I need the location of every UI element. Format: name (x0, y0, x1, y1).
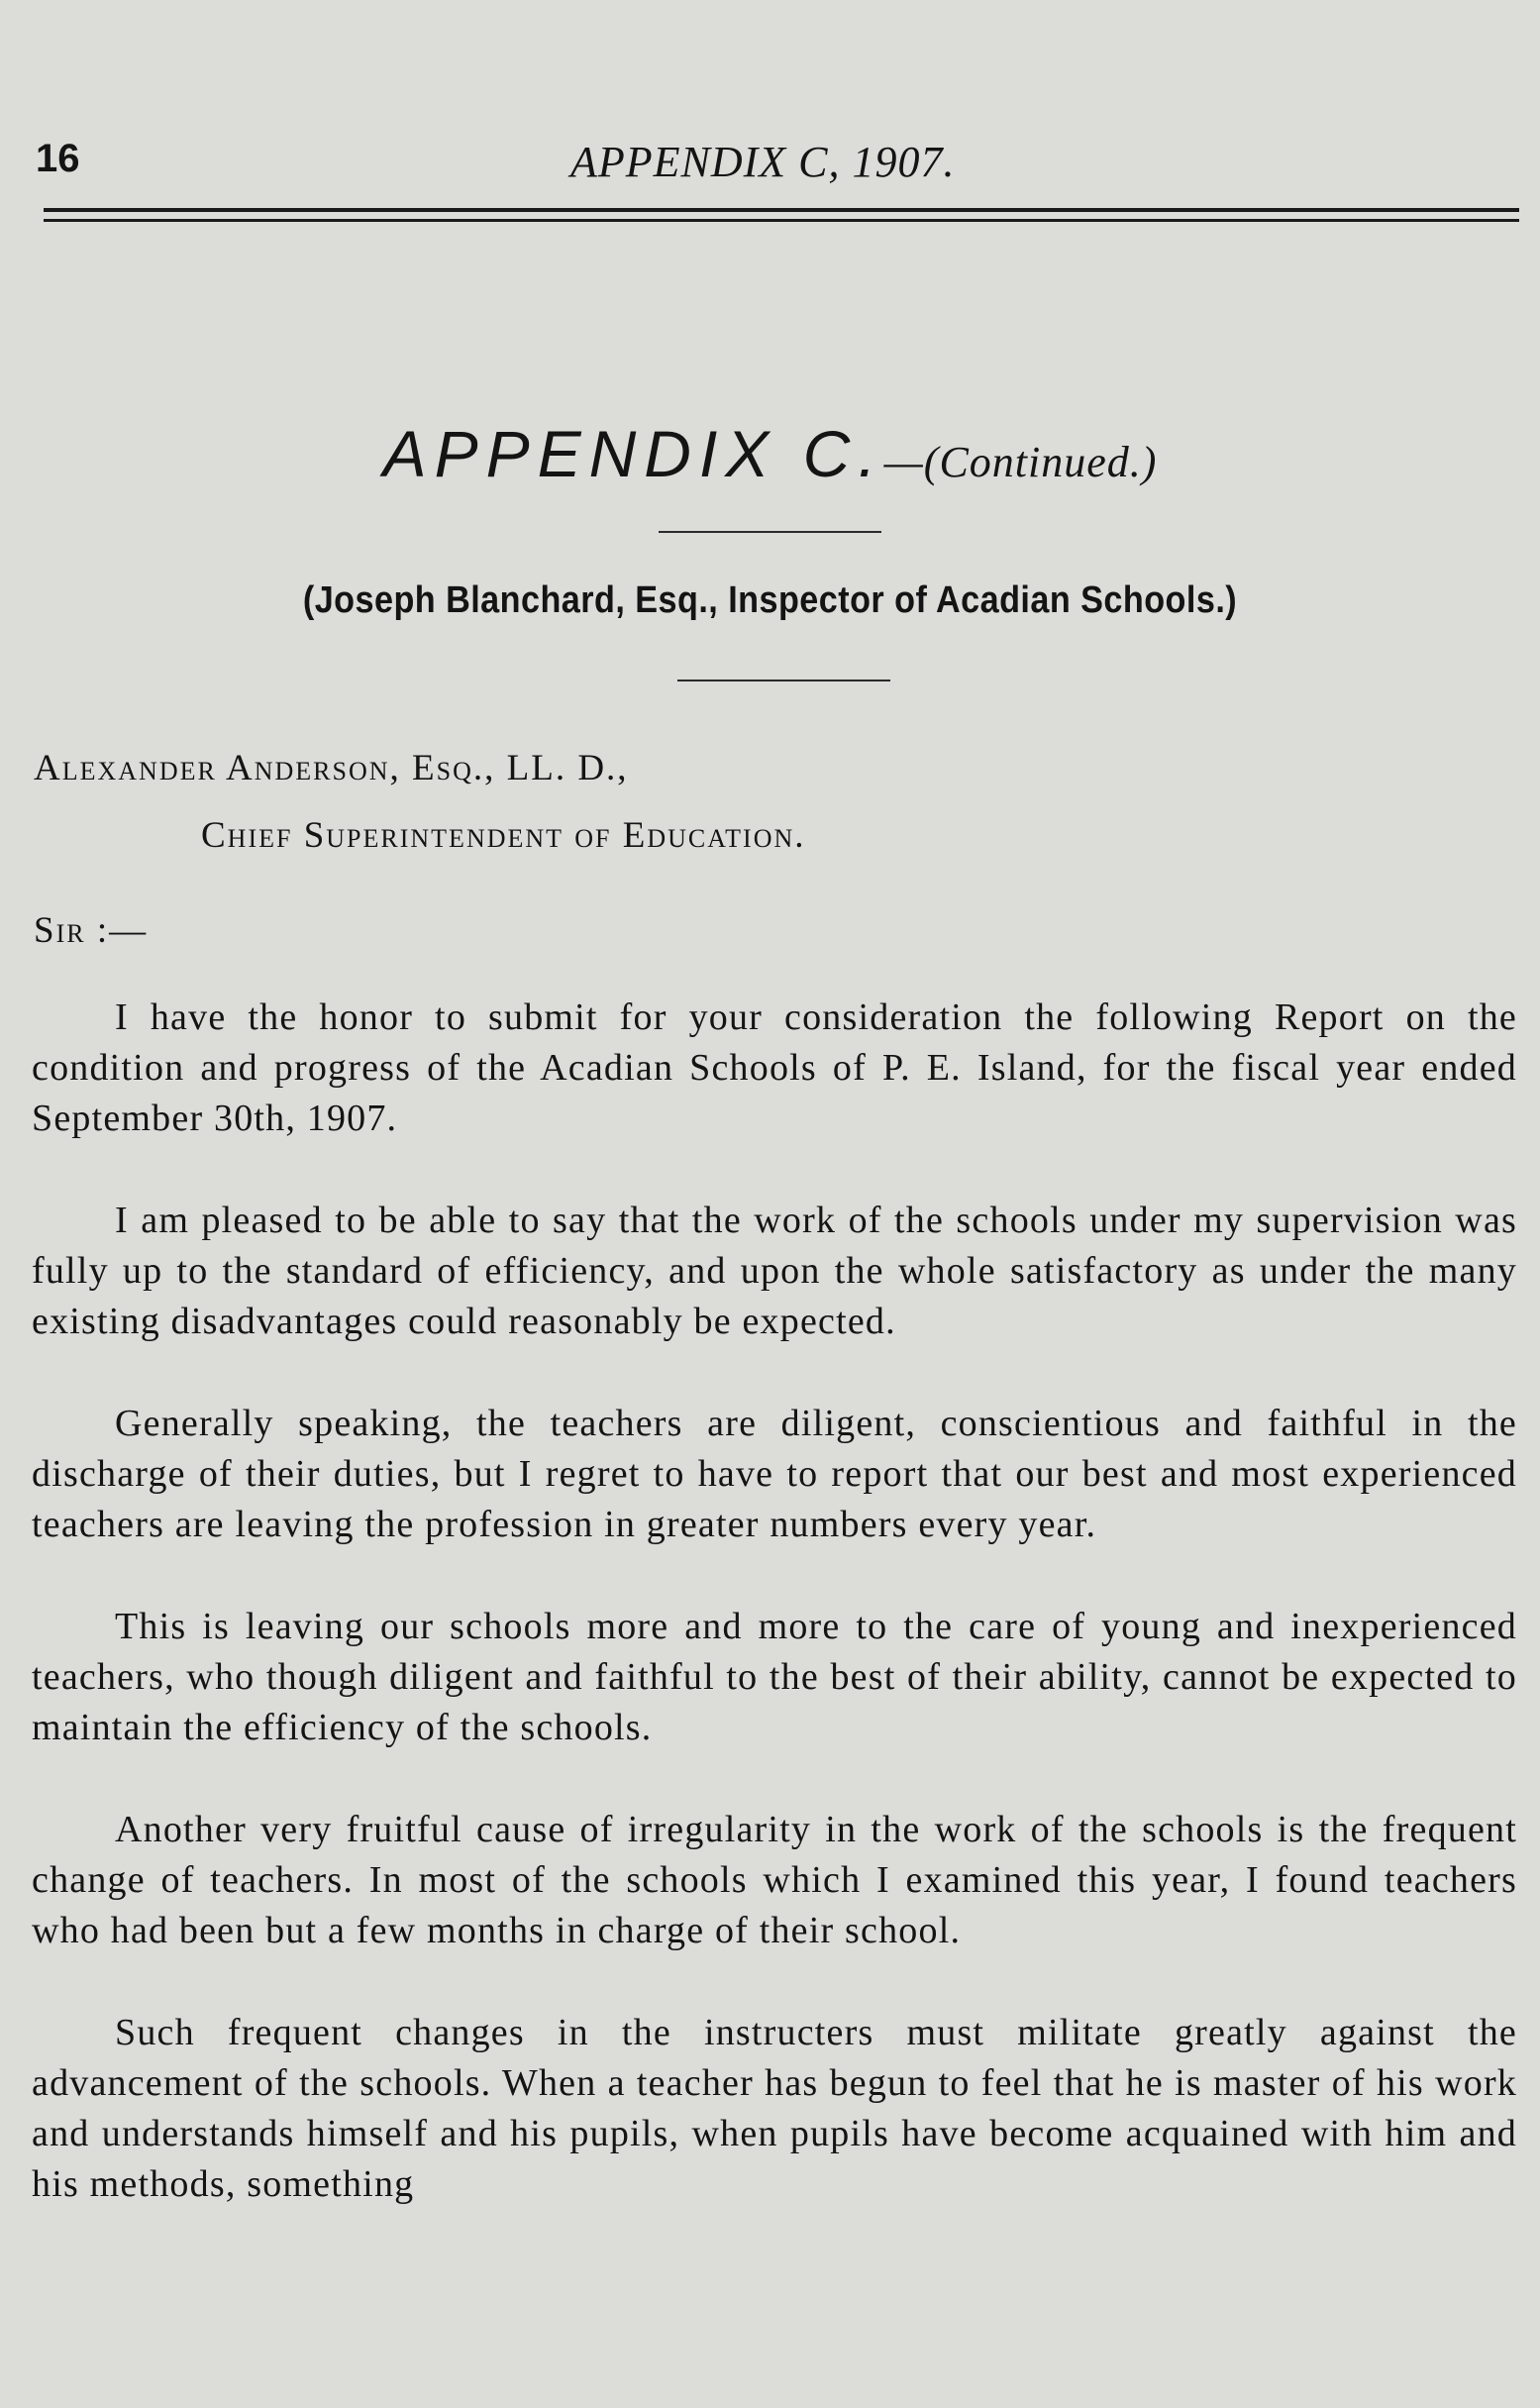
running-title: APPENDIX C, 1907. (570, 138, 956, 186)
author-divider (677, 680, 890, 681)
appendix-title-dash: — (883, 438, 924, 486)
paragraph: Such frequent changes in the instructers must militate greatly against the advancement of the schools. When a teacher has begun to feel that he is master of his work and understands himself and his pupils, when pupils have become acquained with him and his methods, something (32, 2012, 1517, 2205)
appendix-title (0, 414, 1540, 502)
running-header (36, 137, 1510, 196)
paragraph: I am pleased to be able to say that the work of the schools under my supervision was fully up to the standard of efficiency, and upon the whole satisfactory as under the many existing disadvantages could reasonably be expected. (32, 1200, 1517, 1342)
author-line: (Joseph Blanchard, Esq., Inspector of Acadian Schools.) (302, 579, 1238, 621)
paragraph: Another very fruitful cause of irregularity in the work of the schools is the frequent change of teachers. In most of the schools which I examined this year, I found teachers who had been but a few months in charge of their school. (32, 1809, 1517, 1951)
header-double-rule (44, 208, 1519, 222)
appendix-title-main: APPENDIX C. (382, 417, 884, 490)
salutation: Sir :— (34, 910, 149, 951)
paragraph: I have the honor to submit for your consideration the following Report on the condition and progress of the Acadian Schools of P. E. Island, for the fiscal year ended September 30th, 1907. (32, 996, 1517, 1139)
paragraph: Generally speaking, the teachers are diligent, conscientious and faithful in the discharge of their duties, but I regret to have to report that our best and most experienced teachers are leaving the profession in greater numbers every year. (32, 1403, 1517, 1545)
page-number: 16 (36, 137, 80, 180)
title-divider (659, 531, 881, 533)
paragraph: This is leaving our schools more and more to the care of young and inexperienced teachers, who though diligent and faithful to the best of their ability, cannot be expected to maintain the efficiency of the schools. (32, 1606, 1517, 1748)
addressee-title: Chief Superintendent of Education. (201, 815, 806, 856)
appendix-title-continued: (Continued.) (923, 438, 1158, 486)
addressee-name: Alexander Anderson, Esq., LL. D., (34, 748, 629, 788)
report-body (32, 993, 1517, 2261)
